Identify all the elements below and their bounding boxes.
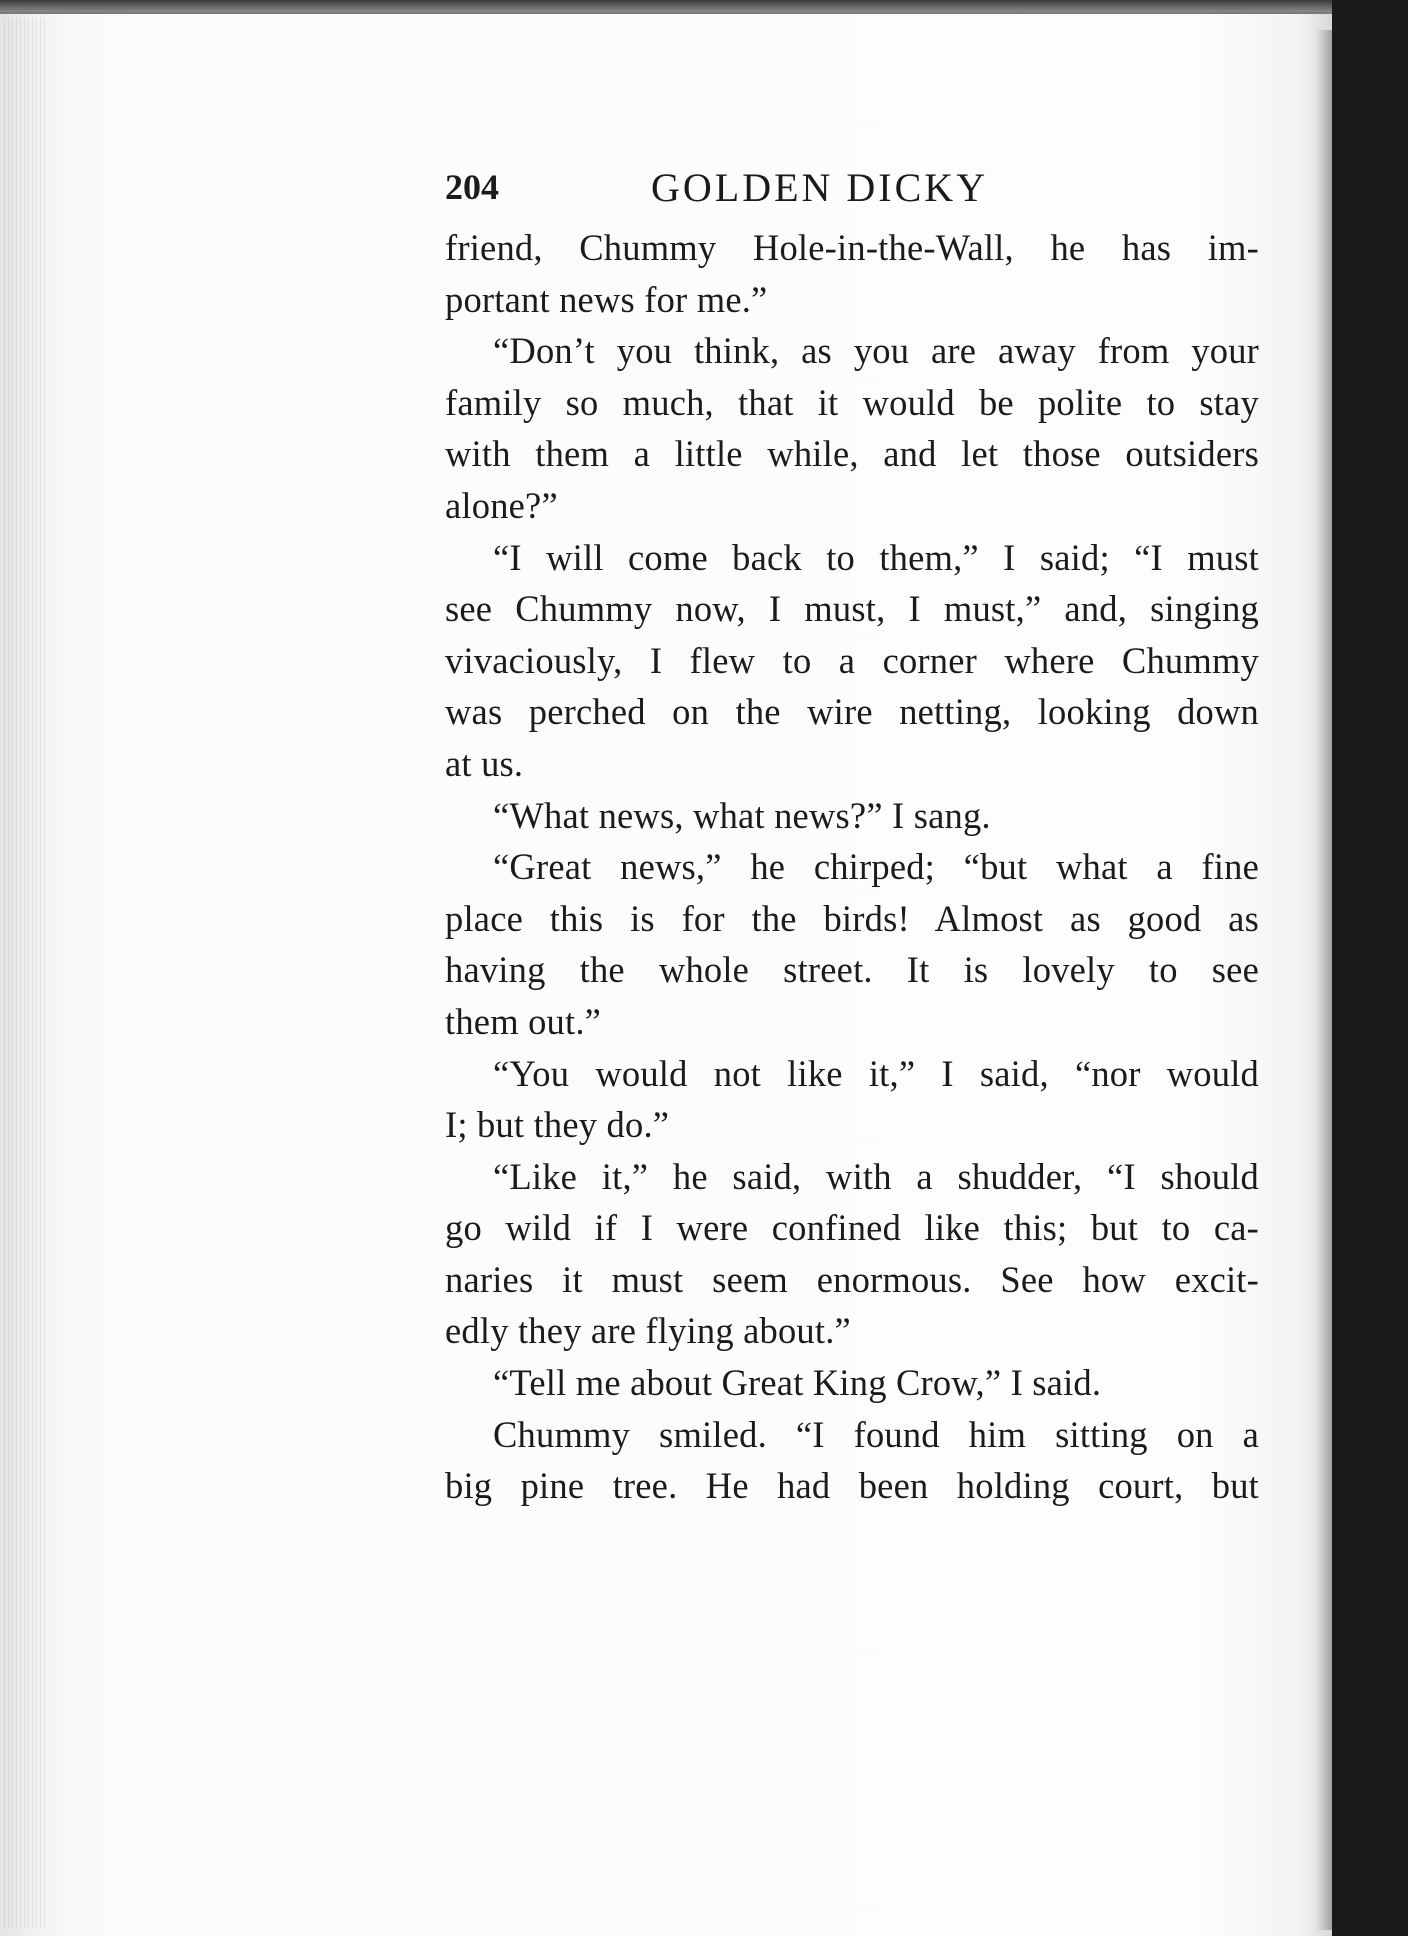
page-text-block — [445, 160, 1259, 1512]
text-line: was perched on the wire netting, looking down — [445, 691, 1259, 733]
text-line: friend, Chummy Hole-in-the-Wall, he has im- — [445, 227, 1259, 268]
text-line: vivaciously, I flew to a corner where Chummy — [445, 639, 1259, 681]
running-head — [445, 160, 1259, 222]
body-text — [445, 222, 1259, 1512]
text-line: “Like it,” he said, with a shudder, “I should — [493, 1155, 1259, 1197]
text-line: see Chummy now, I must, I must,” and, singing — [445, 588, 1259, 630]
text-line: edly they are flying about.” — [445, 1310, 851, 1352]
text-line: “What news, what news?” I sang. — [493, 794, 991, 836]
text-line: with them a little while, and let those outsiders — [445, 433, 1259, 475]
text-line: “You would not like it,” I said, “nor would — [493, 1052, 1259, 1094]
text-line: “I will come back to them,” I said; “I must — [493, 536, 1259, 578]
text-line: big pine tree. He had been holding court, but — [445, 1465, 1259, 1507]
text-line: naries it must seem enormous. See how excit- — [445, 1258, 1259, 1300]
scan-top-edge — [0, 0, 1408, 12]
text-line: them out.” — [445, 1000, 602, 1042]
page-edges-stack — [4, 18, 46, 1928]
text-line: at us. — [445, 742, 524, 784]
text-line: family so much, that it would be polite to stay — [445, 381, 1259, 423]
page-title: GOLDEN DICKY — [651, 165, 989, 210]
text-line: “Tell me about Great King Crow,” I said. — [493, 1362, 1102, 1404]
text-line: Chummy smiled. “I found him sitting on a — [493, 1413, 1259, 1455]
text-line: alone?” — [445, 484, 558, 526]
text-line: “Don’t you think, as you are away from your — [493, 330, 1259, 372]
text-line: place this is for the birds! Almost as good as — [445, 897, 1259, 939]
scan-dark-margin — [1332, 0, 1408, 1936]
page-number: 204 — [445, 167, 499, 207]
text-line: I; but they do.” — [445, 1104, 670, 1146]
text-line: go wild if I were confined like this; but to ca- — [445, 1207, 1259, 1249]
binding-shadow — [1316, 30, 1332, 1930]
text-line: “Great news,” he chirped; “but what a fine — [493, 846, 1259, 888]
text-line: portant news for me.” — [445, 278, 768, 320]
text-line: having the whole street. It is lovely to see — [445, 949, 1259, 991]
